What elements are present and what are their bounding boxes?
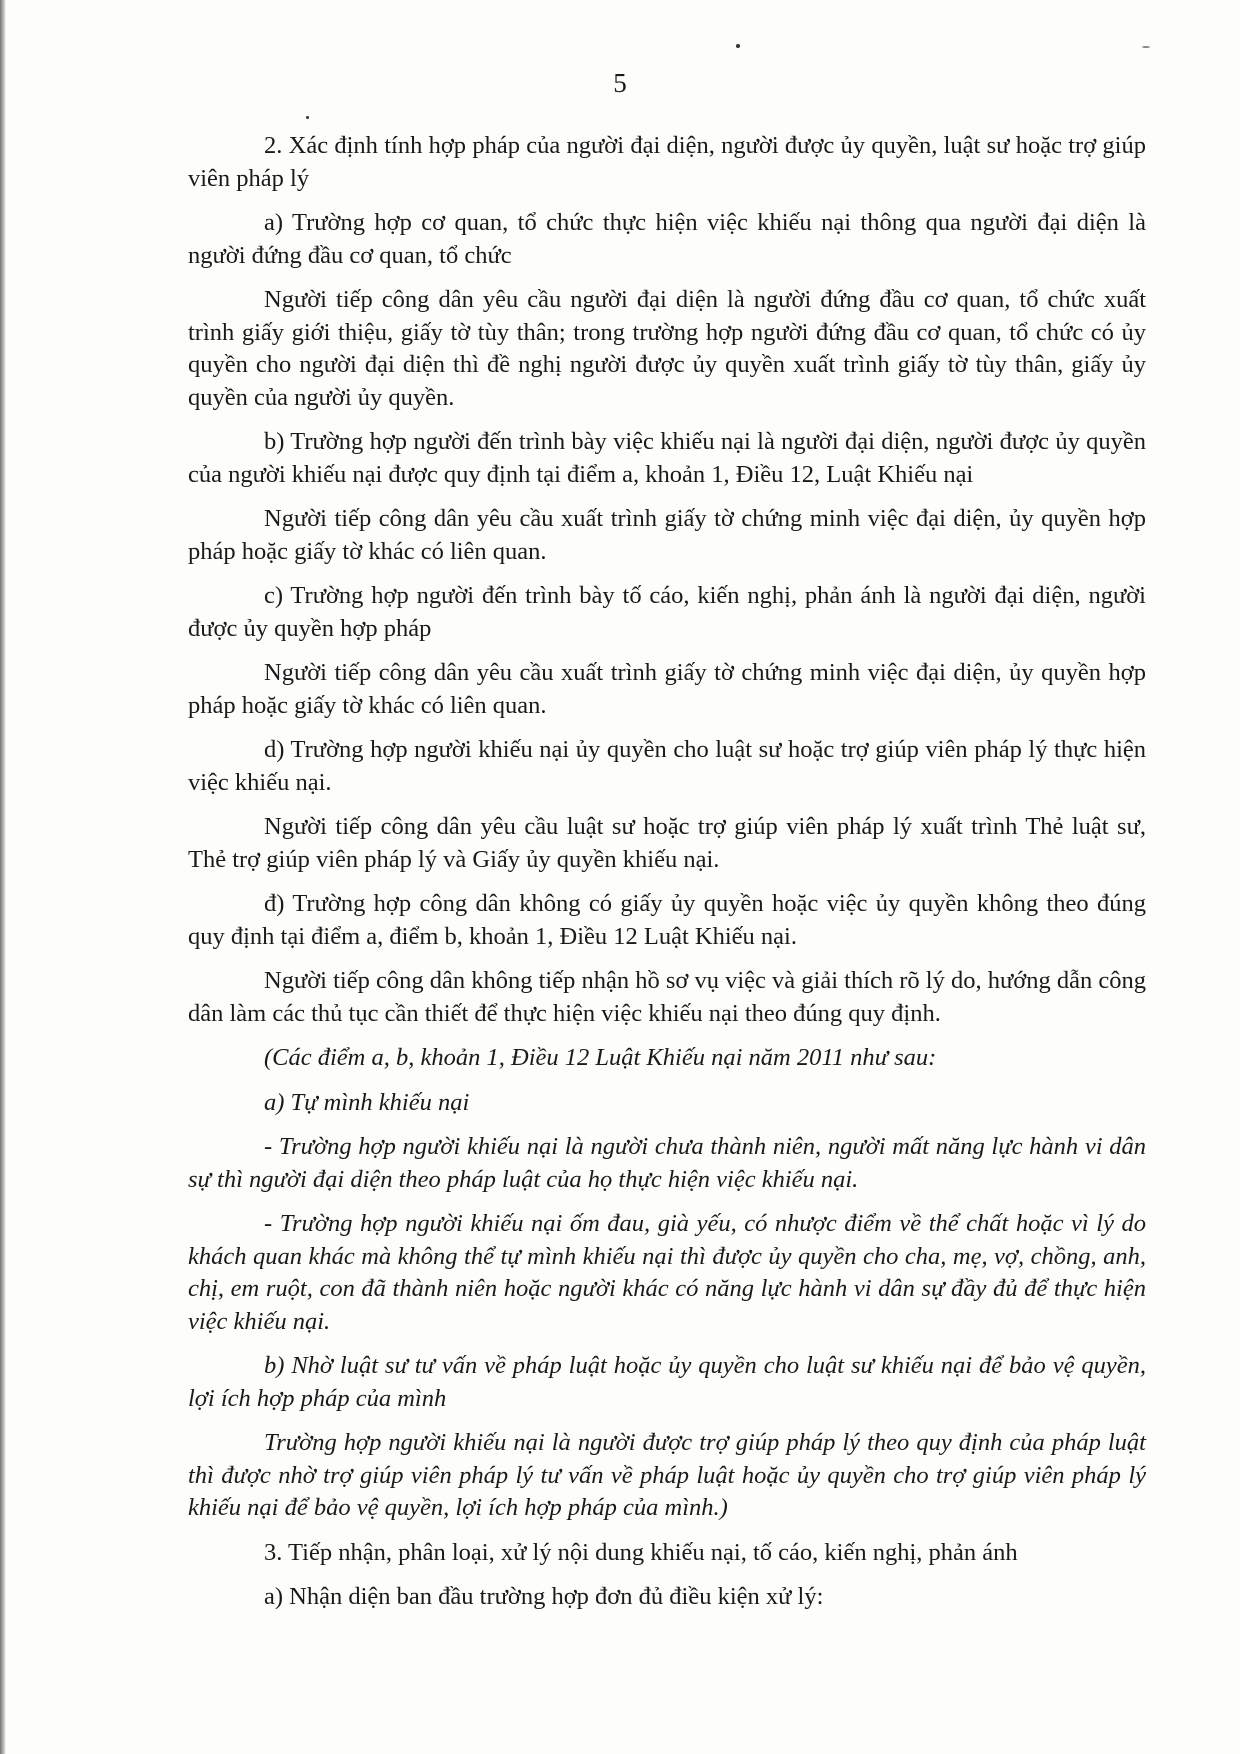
- scan-edge-shadow: [0, 0, 6, 1754]
- paragraph: a) Nhận diện ban đầu trường hợp đơn đủ điều kiện xử lý:: [264, 1583, 824, 1610]
- paragraph: Người tiếp công dân yêu cầu xuất trình giấy tờ chứng minh việc đại diện, ủy quyền hợp pháp hoặc giấy tờ khác có liên quan.: [188, 505, 1146, 565]
- italic-quote-item: - Trường hợp người khiếu nại là người chưa thành niên, người mất năng lực hành vi dân sự thì người đại diện theo pháp luật của họ thực hiện việc khiếu nại.: [188, 1133, 1146, 1193]
- page-number: 5: [613, 68, 627, 98]
- italic-quote-intro: (Các điểm a, b, khoản 1, Điều 12 Luật Khiếu nại năm 2011 như sau:: [264, 1044, 937, 1071]
- paragraph: Người tiếp công dân yêu cầu xuất trình giấy tờ chứng minh việc đại diện, ủy quyền hợp pháp hoặc giấy tờ khác có liên quan.: [188, 659, 1146, 719]
- paragraph: d) Trường hợp người khiếu nại ủy quyền cho luật sư hoặc trợ giúp viên pháp lý thực hiện việc khiếu nại.: [188, 736, 1146, 796]
- section-heading: 3. Tiếp nhận, phân loại, xử lý nội dung khiếu nại, tố cáo, kiến nghị, phản ánh: [264, 1538, 1018, 1566]
- paragraph: Người tiếp công dân yêu cầu người đại diện là người đứng đầu cơ quan, tổ chức xuất trình giấy giới thiệu, giấy tờ tùy thân; trong trường hợp người đứng đầu cơ quan, tổ chức có ủy quyền cho người đại diện thì đề nghị người được ủy quyền xuất trình giấy tờ tùy thân, giấy ủy quyền của người ủy quyền.: [188, 286, 1146, 411]
- paragraph: đ) Trường hợp công dân không có giấy ủy quyền hoặc việc ủy quyền không theo đúng quy định tại điểm a, điểm b, khoản 1, Điều 12 Luật Khiếu nại.: [188, 890, 1146, 950]
- scan-speck: [736, 44, 740, 48]
- paragraph: c) Trường hợp người đến trình bày tố cáo, kiến nghị, phản ánh là người đại diện, người được ủy quyền hợp pháp: [188, 582, 1146, 642]
- italic-quote-item: a) Tự mình khiếu nại: [264, 1088, 470, 1116]
- paragraph: a) Trường hợp cơ quan, tổ chức thực hiện việc khiếu nại thông qua người đại diện là người đứng đầu cơ quan, tổ chức: [188, 209, 1146, 269]
- paragraph: Người tiếp công dân yêu cầu luật sư hoặc trợ giúp viên pháp lý xuất trình Thẻ luật sư, Thẻ trợ giúp viên pháp lý và Giấy ủy quyền khiếu nại.: [188, 813, 1146, 873]
- section-heading: 2. Xác định tính hợp pháp của người đại diện, người được ủy quyền, luật sư hoặc trợ giúp viên pháp lý: [188, 132, 1146, 192]
- italic-quote-item: - Trường hợp người khiếu nại ốm đau, già yếu, có nhược điểm về thể chất hoặc vì lý do khách quan khác mà không thể tự mình khiếu nại thì được ủy quyền cho cha, mẹ, vợ, chồng, anh, chị, em ruột, con đã thành niên hoặc người khác có năng lực hành vi dân sự đầy đủ để thực hiện việc khiếu nại.: [188, 1210, 1146, 1335]
- scan-speck: [306, 116, 309, 119]
- italic-quote-item: b) Nhờ luật sư tư vấn về pháp luật hoặc ủy quyền cho luật sư khiếu nại để bảo vệ quyền, lợi ích hợp pháp của mình: [188, 1352, 1146, 1412]
- paragraph: Người tiếp công dân không tiếp nhận hồ sơ vụ việc và giải thích rõ lý do, hướng dẫn công dân làm các thủ tục cần thiết để thực hiện việc khiếu nại theo đúng quy định.: [188, 967, 1146, 1027]
- italic-quote-item: Trường hợp người khiếu nại là người được trợ giúp pháp lý theo quy định của pháp luật thì được nhờ trợ giúp viên pháp lý tư vấn về pháp luật hoặc ủy quyền cho trợ giúp viên pháp lý khiếu nại để bảo vệ quyền, lợi ích hợp pháp của mình.): [188, 1429, 1146, 1521]
- document-body: [188, 130, 1146, 1626]
- scan-speck: [1142, 46, 1150, 48]
- paragraph: b) Trường hợp người đến trình bày việc khiếu nại là người đại diện, người được ủy quyền của người khiếu nại được quy định tại điểm a, khoản 1, Điều 12, Luật Khiếu nại: [188, 428, 1146, 488]
